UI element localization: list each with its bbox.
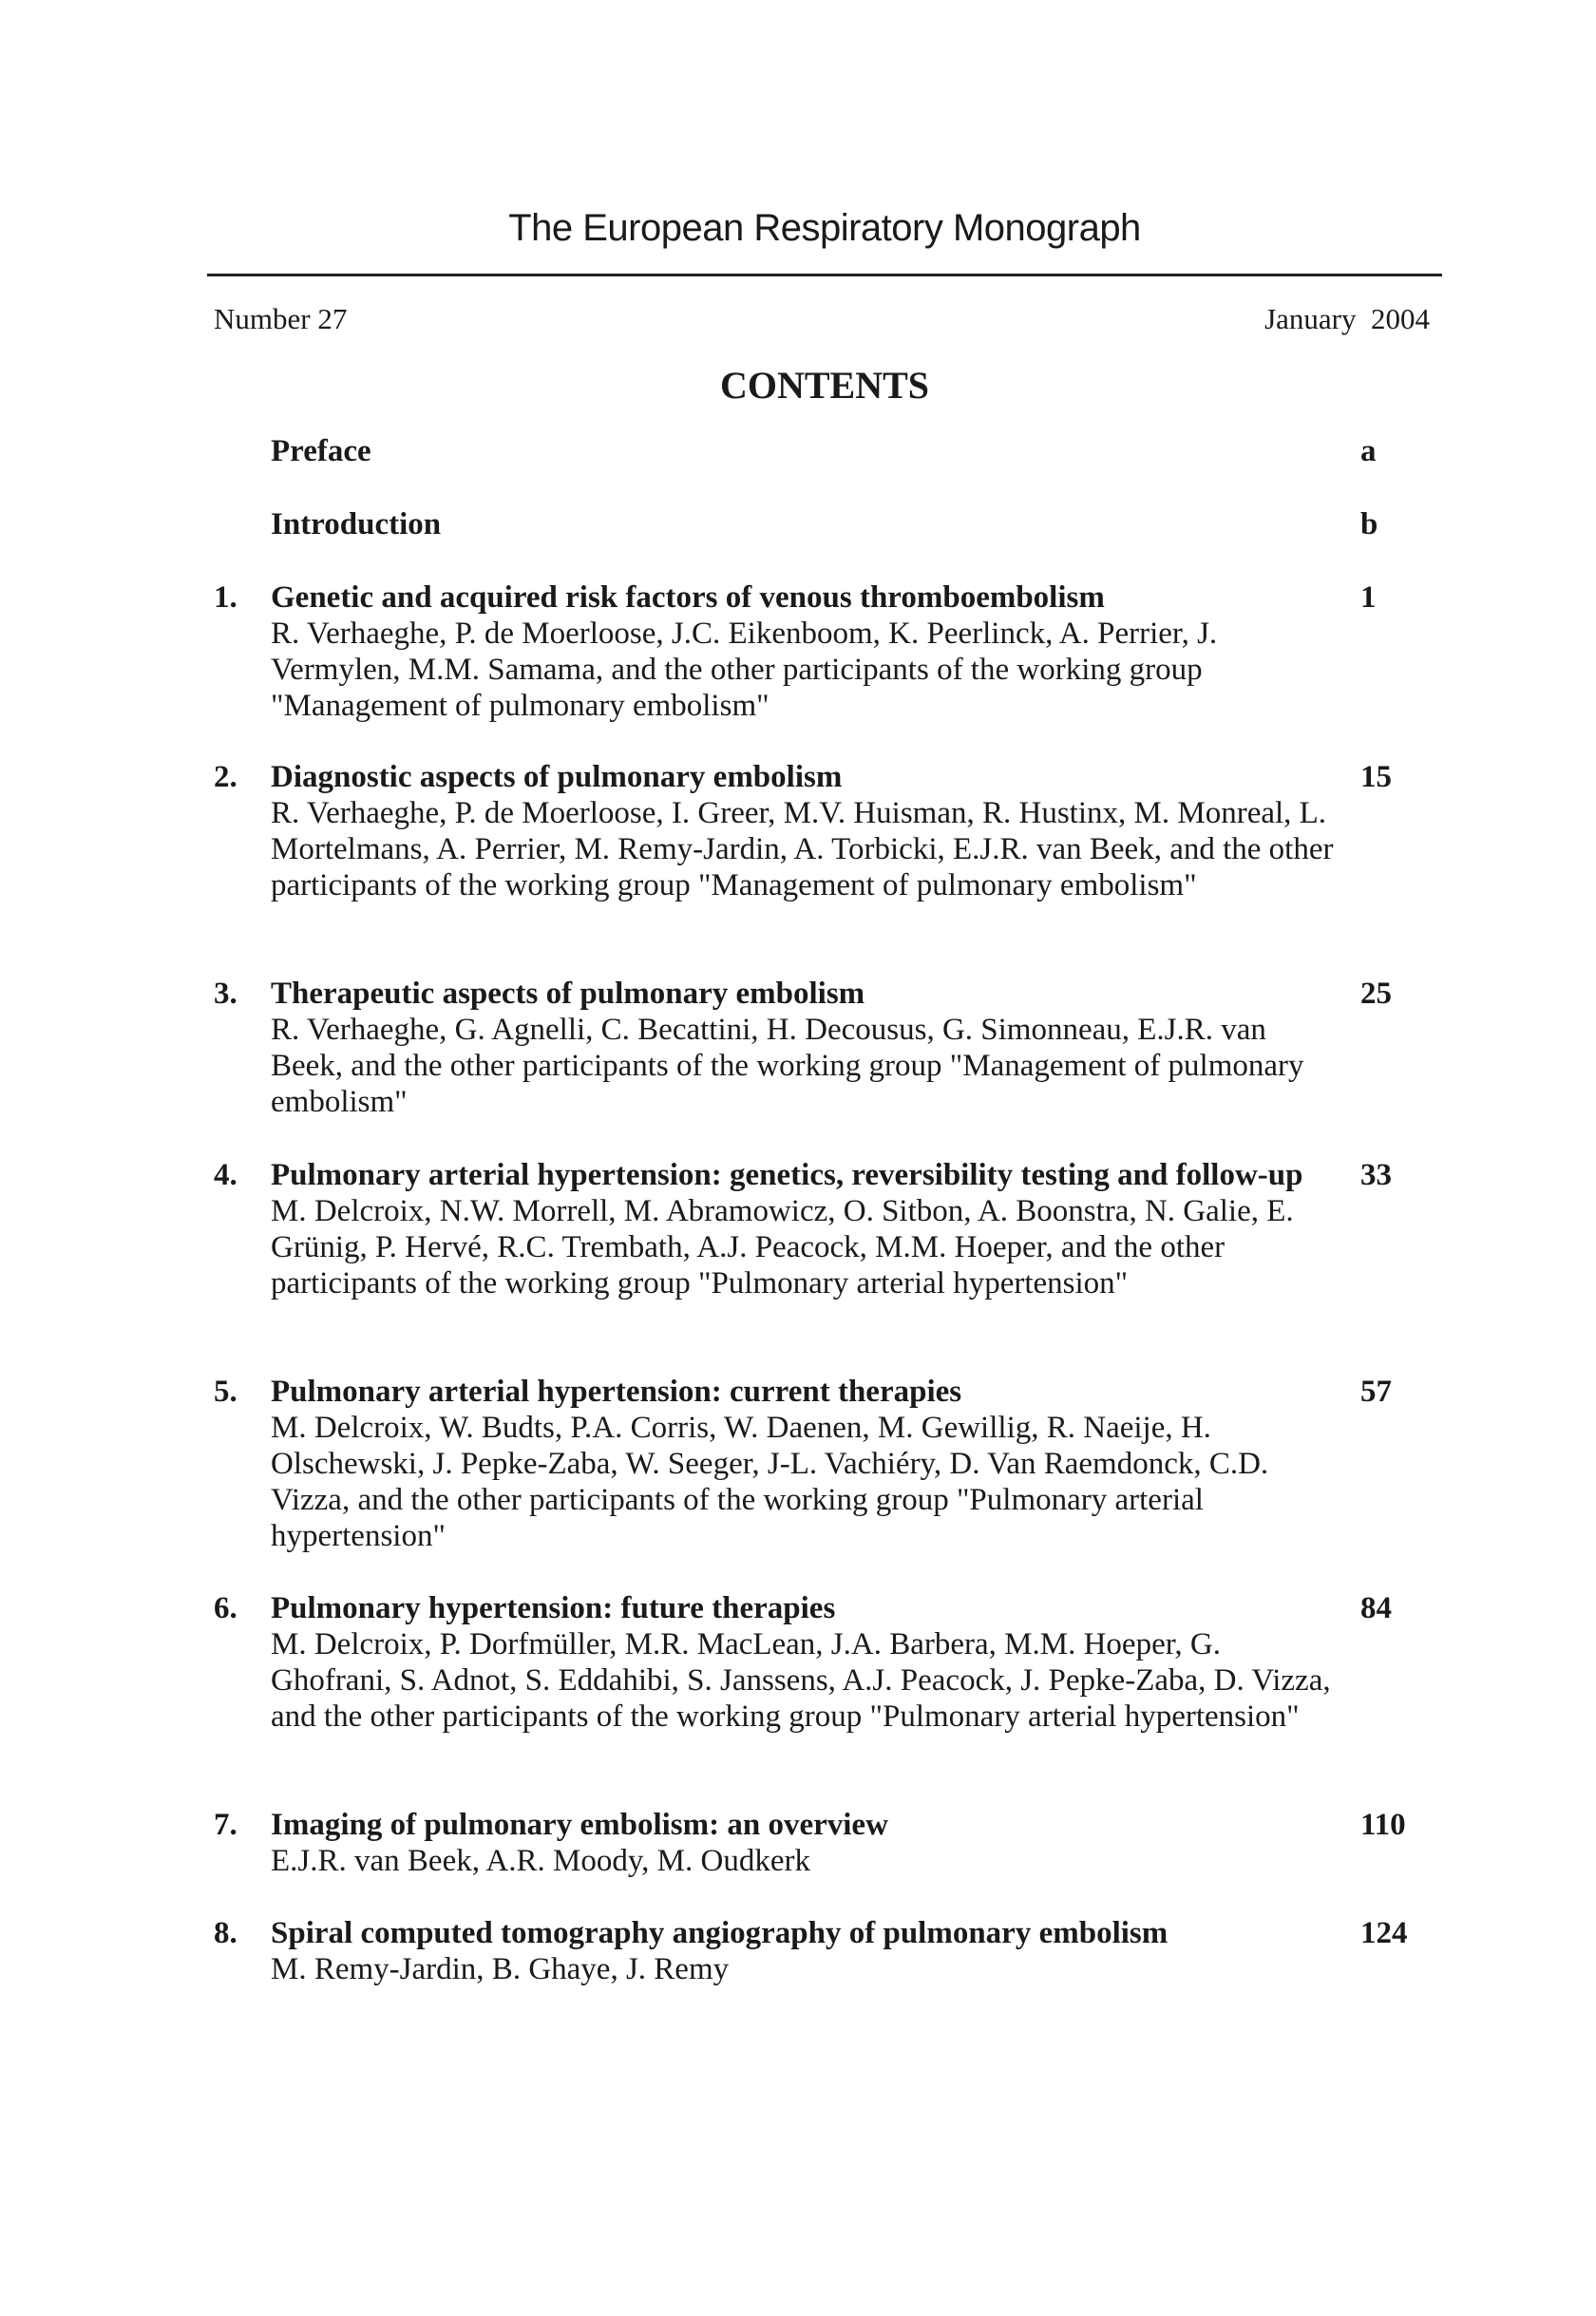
entry-number: 3. (214, 977, 238, 1011)
entry-title: Therapeutic aspects of pulmonary embolism (271, 977, 865, 1011)
entry-page: 57 (1360, 1375, 1392, 1409)
entry-number: 7. (214, 1808, 238, 1842)
entry-number: 4. (214, 1158, 238, 1192)
entry-title: Pulmonary arterial hypertension: genetics, reversibility testing and follow-up (271, 1158, 1303, 1192)
entry-number: 1. (214, 580, 238, 615)
entry-title: Preface (271, 434, 371, 468)
entry-title: Introduction (271, 507, 442, 541)
entry-authors: E.J.R. van Beek, A.R. Moody, M. Oudkerk (271, 1844, 810, 1878)
entry-page: 1 (1360, 580, 1377, 615)
entry-title: Pulmonary arterial hypertension: current therapies (271, 1375, 962, 1409)
entry-number: 5. (214, 1375, 238, 1409)
entry-page: a (1360, 434, 1377, 468)
entry-number: 2. (214, 760, 238, 794)
entry-authors: M. Delcroix, N.W. Morrell, M. Abramowicz, O. Sitbon, A. Boonstra, N. Galie, E. Grünig, P. Hervé, R.C. Trembath, A.J. Peacock, M.M. Hoeper, and the other participants of the working group "Pulmonary arterial hypertension" (271, 1194, 1294, 1300)
entry-authors: R. Verhaeghe, G. Agnelli, C. Becattini, H. Decousus, G. Simonneau, E.J.R. van Beek, and the other participants of the working group "Management of pulmonary embolism" (271, 1013, 1304, 1119)
entry-authors: M. Delcroix, W. Budts, P.A. Corris, W. Daenen, M. Gewillig, R. Naeije, H. Olschewski, J. Pepke-Zaba, W. Seeger, J-L. Vachiéry, D. Van Raemdonck, C.D. Vizza, and the other participants of the working group "Pulmonary arterial hypertension" (271, 1411, 1269, 1553)
entry-page: 25 (1360, 977, 1392, 1011)
entry-page: 110 (1360, 1808, 1406, 1842)
entry-title: Imaging of pulmonary embolism: an overview (271, 1808, 888, 1842)
entry-page: 84 (1360, 1591, 1392, 1625)
entry-title: Spiral computed tomography angiography of pulmonary embolism (271, 1916, 1168, 1950)
entry-title: Pulmonary hypertension: future therapies (271, 1591, 836, 1625)
entry-authors: R. Verhaeghe, P. de Moerloose, J.C. Eikenboom, K. Peerlinck, A. Perrier, J. Vermylen, M.M. Samama, and the other participants of the working group "Management of pulmonary embolism" (271, 617, 1218, 723)
entry-number: 6. (214, 1591, 238, 1625)
entry-page: 15 (1360, 760, 1392, 794)
entry-authors: M. Remy-Jardin, B. Ghaye, J. Remy (271, 1952, 730, 1986)
issue-info (214, 302, 1430, 336)
entry-page: 33 (1360, 1158, 1392, 1192)
issue-date: January 2004 (1264, 302, 1430, 335)
entry-authors: M. Delcroix, P. Dorfmüller, M.R. MacLean, J.A. Barbera, M.M. Hoeper, G. Ghofrani, S. Adnot, S. Eddahibi, S. Janssens, A.J. Peacock, J. Pepke-Zaba, D. Vizza, and the other participants of the working group "Pulmonary arterial hypertension" (271, 1627, 1331, 1734)
entry-number: 8. (214, 1916, 238, 1950)
entry-title: Diagnostic aspects of pulmonary embolism (271, 760, 843, 794)
entry-title: Genetic and acquired risk factors of venous thromboembolism (271, 580, 1105, 615)
contents-heading: CONTENTS (719, 364, 930, 407)
entry-authors: R. Verhaeghe, P. de Moerloose, I. Greer, M.V. Huisman, R. Hustinx, M. Monreal, L. Mortelmans, A. Perrier, M. Remy-Jardin, A. Torbicki, E.J.R. van Beek, and the other participants of the working group "Management of pulmonary embolism" (271, 796, 1334, 902)
journal-title: The European Respiratory Monograph (508, 207, 1141, 249)
issue-number: Number 27 (214, 302, 348, 335)
header-rule (207, 274, 1442, 276)
entry-page: b (1360, 507, 1378, 541)
entry-page: 124 (1360, 1916, 1408, 1950)
